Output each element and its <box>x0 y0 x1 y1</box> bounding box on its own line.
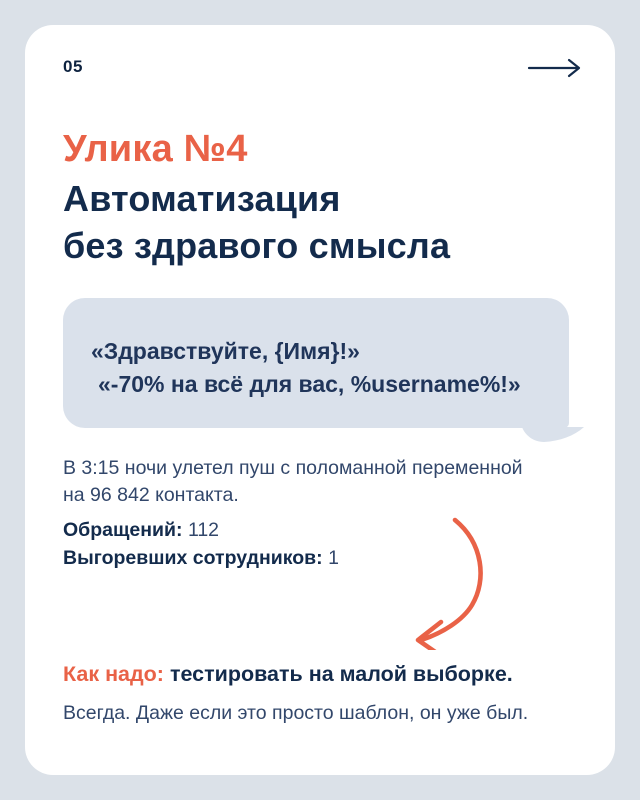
takeaway-note: Всегда. Даже если это просто шаблон, он уже был. <box>63 702 529 724</box>
stat-value: 1 <box>328 546 339 569</box>
stat-label: Выгоревших сотрудников: <box>63 546 323 569</box>
slide-card <box>25 25 615 775</box>
incident-description-line2: на 96 842 контакта. <box>63 484 239 506</box>
stat-row-burned-out <box>63 545 339 573</box>
stat-value: 112 <box>187 519 220 541</box>
bubble-tail <box>522 427 584 443</box>
stat-label: Обращений: <box>63 519 183 541</box>
page-number: 05 <box>63 57 83 76</box>
message-bubble <box>63 298 569 428</box>
slide-title-line2: без здравого смысла <box>63 225 451 266</box>
slide-title-line1: Автоматизация <box>63 178 341 219</box>
next-arrow-icon[interactable] <box>527 58 583 78</box>
clue-number-heading: Улика №4 <box>63 128 248 170</box>
message-quote-1: «Здравствуйте, {Имя}!» <box>91 338 360 364</box>
takeaway-line <box>63 660 513 688</box>
slide-title <box>63 175 450 269</box>
message-quote-2: «-70% на всё для вас, %username%!» <box>98 371 521 397</box>
takeaway-text: тестировать на малой выборке. <box>169 662 513 686</box>
incident-description-line1: В 3:15 ночи улетел пуш с поломанной переменной <box>63 457 523 479</box>
curved-arrow-down-left-icon <box>375 485 485 650</box>
incident-stats <box>63 517 339 572</box>
stat-row-requests <box>63 517 339 545</box>
takeaway-label: Как надо: <box>63 662 164 686</box>
